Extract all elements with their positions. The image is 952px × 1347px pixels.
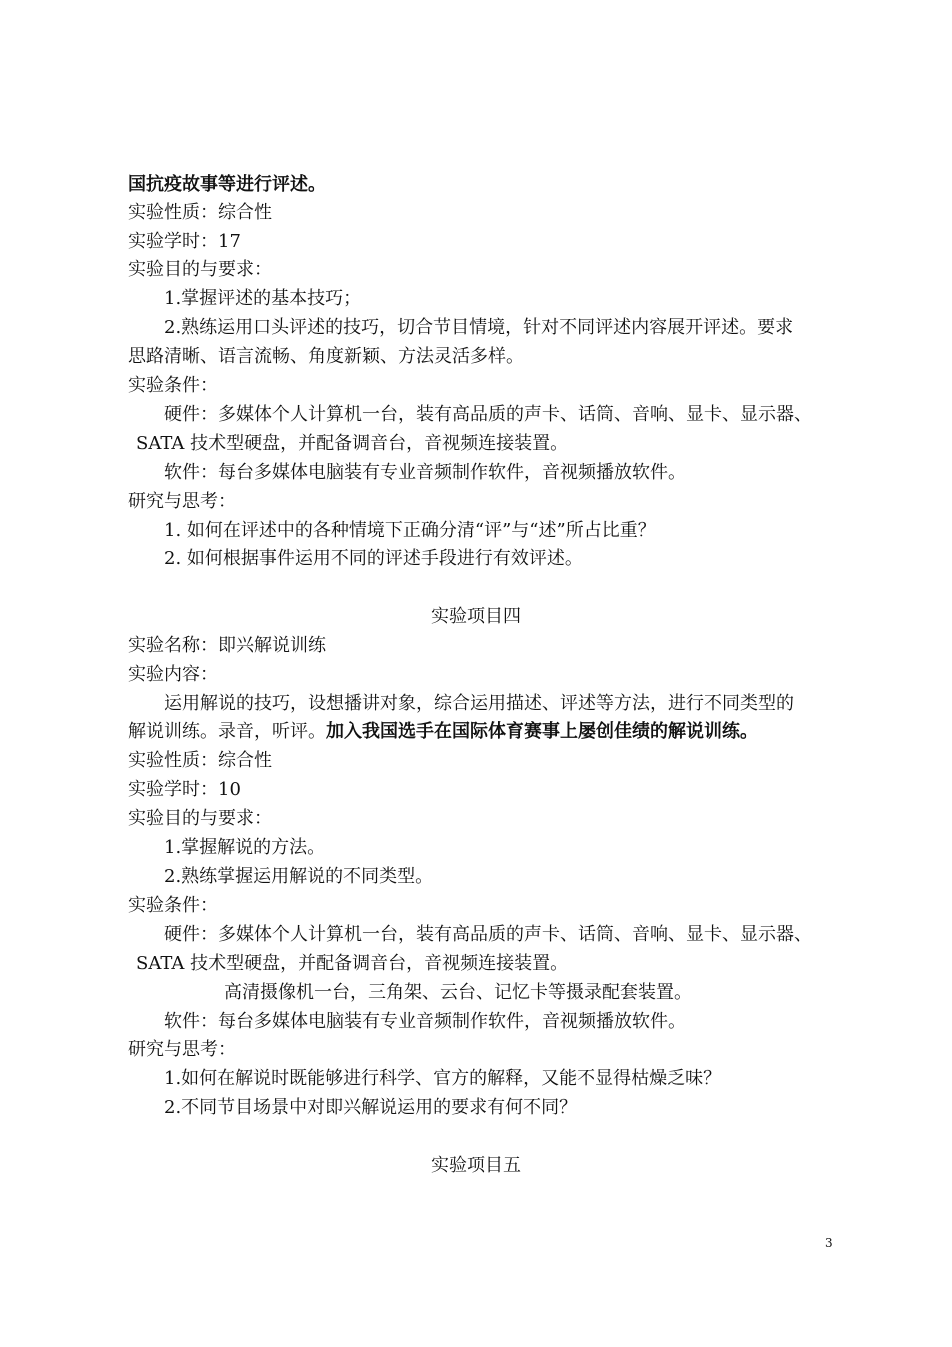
- page-number: 3: [825, 1236, 833, 1250]
- section3-hardware-line1: 硬件：多媒体个人计算机一台，装有高品质的声卡、话筒、音响、显卡、显示器、: [164, 404, 812, 425]
- section4-name: 实验名称：即兴解说训练: [128, 635, 326, 656]
- section3-research-title: 研究与思考：: [128, 491, 236, 512]
- section3-goal-1: 1.掌握评述的基本技巧；: [164, 288, 362, 309]
- section4-goals-title: 实验目的与要求：: [128, 808, 272, 829]
- section3-hardware-line2: SATA 技术型硬盘，并配备调音台，音视频连接装置。: [136, 433, 569, 454]
- section3-goals-title: 实验目的与要求：: [128, 259, 272, 280]
- section4-hours: 实验学时：10: [128, 779, 241, 800]
- section4-question-1: 1.如何在解说时既能够进行科学、官方的解释，又能不显得枯燥乏味？: [164, 1068, 722, 1089]
- section3-goal-2-line2: 思路清晰、语言流畅、角度新颖、方法灵活多样。: [128, 346, 524, 367]
- section4-software: 软件：每台多媒体电脑装有专业音频制作软件，音视频播放软件。: [164, 1011, 686, 1032]
- section4-conditions-title: 实验条件：: [128, 895, 218, 916]
- section3-software: 软件：每台多媒体电脑装有专业音频制作软件，音视频播放软件。: [164, 462, 686, 483]
- section4-hardware-line2: SATA 技术型硬盘，并配备调音台，音视频连接装置。: [136, 953, 569, 974]
- section5-heading: 实验项目五: [431, 1155, 521, 1176]
- section3-content-end: 国抗疫故事等进行评述。: [128, 174, 326, 195]
- section4-goal-2: 2.熟练掌握运用解说的不同类型。: [164, 866, 434, 887]
- section4-research-title: 研究与思考：: [128, 1039, 236, 1060]
- section3-conditions-title: 实验条件：: [128, 375, 218, 396]
- section4-content-line2-plain: 解说训练。录音，听评。: [128, 721, 326, 742]
- section3-question-2: 2. 如何根据事件运用不同的评述手段进行有效评述。: [164, 548, 583, 569]
- section4-nature: 实验性质：综合性: [128, 750, 272, 771]
- section4-hardware-line1: 硬件：多媒体个人计算机一台，装有高品质的声卡、话筒、音响、显卡、显示器、: [164, 924, 812, 945]
- section4-content-title: 实验内容：: [128, 664, 218, 685]
- section4-heading: 实验项目四: [431, 606, 521, 627]
- section4-hardware-line3: 高清摄像机一台，三角架、云台、记忆卡等摄录配套装置。: [224, 982, 692, 1003]
- section4-content-line2: [128, 718, 758, 746]
- section4-question-2: 2.不同节目场景中对即兴解说运用的要求有何不同？: [164, 1097, 578, 1118]
- section4-goal-1: 1.掌握解说的方法。: [164, 837, 326, 858]
- section3-goal-2-line1: 2.熟练运用口头评述的技巧，切合节目情境，针对不同评述内容展开评述。要求: [164, 317, 794, 338]
- section3-hours: 实验学时：17: [128, 231, 241, 252]
- section3-question-1: 1. 如何在评述中的各种情境下正确分清“评”与“述”所占比重？: [164, 520, 656, 541]
- section3-nature: 实验性质：综合性: [128, 202, 272, 223]
- section4-content-line2-bold: 加入我国选手在国际体育赛事上屡创佳绩的解说训练。: [326, 721, 758, 742]
- section4-content-line1: 运用解说的技巧，设想播讲对象，综合运用描述、评述等方法，进行不同类型的: [164, 693, 794, 714]
